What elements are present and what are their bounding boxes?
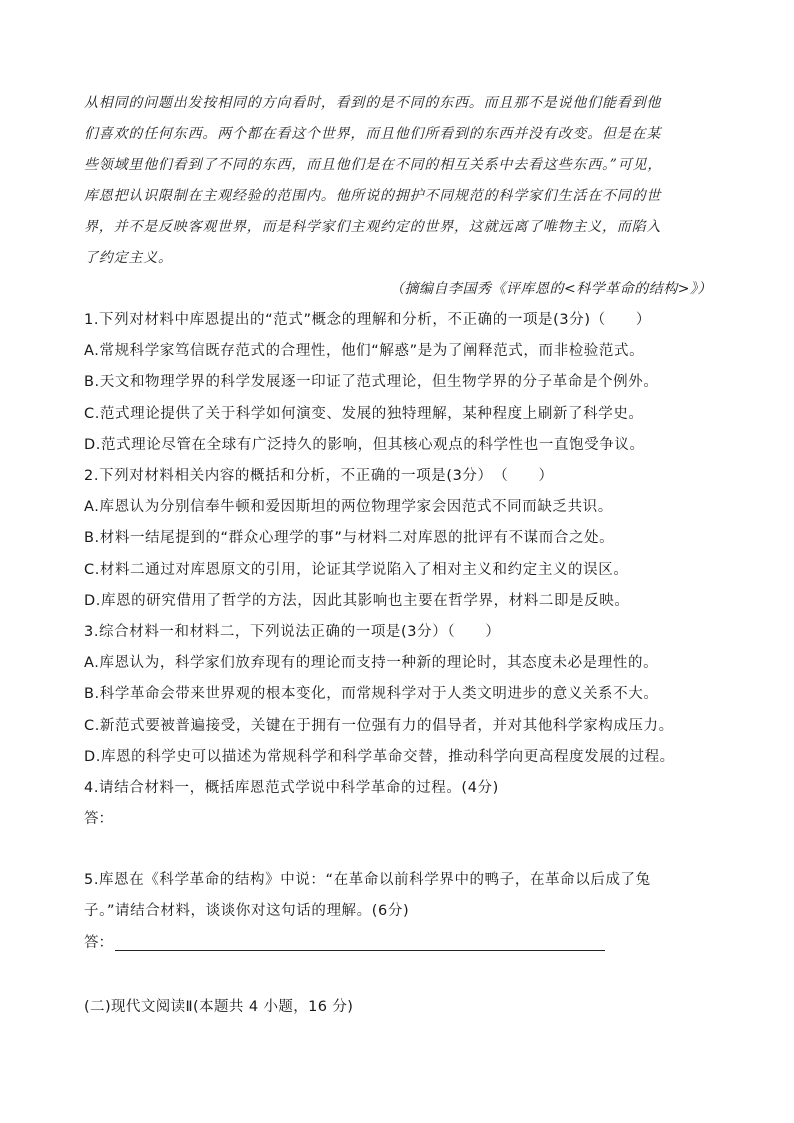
option-d: D.库恩的科学史可以描述为常规科学和科学革命交替，推动科学向更高程度发展的过程。 <box>84 748 675 765</box>
passage-line: 些领域里他们看到了不同的东西，而且他们是在不同的相互关系中去看这些东西。”可见， <box>84 157 663 173</box>
answer-label: 答： <box>84 811 113 828</box>
question-stem: 2.下列对材料相关内容的概括和分析，不正确的一项是(3分） （ ） <box>84 468 554 485</box>
option-a: A.库恩认为，科学家们放弃现有的理论而支持一种新的理论时，其态度未必是理性的。 <box>84 655 659 672</box>
option-c: C.范式理论提供了关于科学如何演变、发展的独特理解，某种程度上刷新了科学史。 <box>84 405 644 422</box>
question-stem: 1.下列对材料中库恩提出的“范式”概念的理解和分析，不正确的一项是(3分)（ ） <box>84 312 651 328</box>
question-1 <box>84 305 712 461</box>
option-c: C.材料二通过对库恩原文的引用，论证其学说陷入了相对主义和约定主义的误区。 <box>84 561 629 578</box>
section-heading: (二)现代文阅读Ⅱ(本题共 4 小题，16 分) <box>84 998 354 1015</box>
passage-line: 库恩把认识限制在主观经验的范围内。他所说的拥护不同规范的科学家们生活在不同的世 <box>84 188 662 204</box>
passage-line: 们喜欢的任何东西。两个都在看这个世界，而且他们所看到的东西并没有改变。但是在某 <box>84 126 662 142</box>
question-3 <box>84 617 712 773</box>
question-stem: 5.库恩在《科学革命的结构》中说：“在革命以前科学界中的鸭子，在革命以后成了兔 <box>84 872 651 889</box>
question-stem: 4.请结合材料一，概括库恩范式学说中科学革命的过程。(4分) <box>84 780 499 797</box>
answer-row <box>84 928 712 959</box>
passage-source: （摘编自李国秀《评库恩的<科学革命的结构>》） <box>390 281 712 297</box>
option-b: B.科学革命会带来世界观的根本变化，而常规科学对于人类文明进步的意义关系不大。 <box>84 686 659 703</box>
passage-line: 界，并不是反映客观世界，而是科学家们主观约定的世界，这就远离了唯物主义，而陷入 <box>84 219 662 235</box>
question-4 <box>84 773 712 865</box>
question-5 <box>84 865 712 958</box>
option-b: B.天文和物理学界的科学发展逐一印证了范式理论，但生物学界的分子革命是个例外。 <box>84 374 659 391</box>
question-2 <box>84 461 712 617</box>
passage-line: 从相同的问题出发按相同的方向看时，看到的是不同的东西。而且那不是说他们能看到他 <box>84 95 662 111</box>
answer-space[interactable] <box>84 835 712 865</box>
passage-excerpt <box>84 88 712 274</box>
answer-label: 答： <box>84 934 113 951</box>
option-a: A.常规科学家笃信既存范式的合理性，他们“解惑”是为了阐释范式，而非检验范式。 <box>84 343 645 360</box>
question-stem: 3.综合材料一和材料二，下列说法正确的一项是(3分）（ ） <box>84 624 501 641</box>
option-b: B.材料一结尾提到的“群众心理学的事”与材料二对库恩的批评有不谋而合之处。 <box>84 530 615 547</box>
exam-page <box>84 88 712 1023</box>
option-a: A.库恩认为分别信奉牛顿和爱因斯坦的两位物理学家会因范式不同而缺乏共识。 <box>84 499 613 516</box>
passage-line: 了约定主义。 <box>84 250 173 266</box>
question-stem-continued: 子。”请结合材料，谈谈你对这句话的理解。(6分) <box>84 903 410 920</box>
option-d: D.库恩的研究借用了哲学的方法，因此其影响也主要在哲学界，材料二即是反映。 <box>84 592 630 609</box>
option-d: D.范式理论尽管在全球有广泛持久的影响，但其核心观点的科学性也一直饱受争议。 <box>84 436 645 453</box>
answer-underline[interactable] <box>115 949 605 951</box>
option-c: C.新范式要被普遍接受，关键在于拥有一位强有力的倡导者，并对其他科学家构成压力。 <box>84 717 674 734</box>
